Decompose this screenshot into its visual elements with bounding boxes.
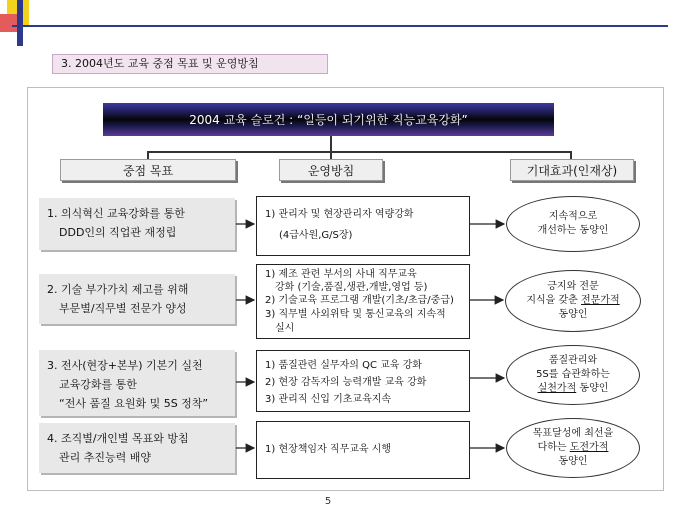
effect-text: 다하는 — [537, 442, 570, 453]
effect-emphasis: 실천가적 — [537, 383, 577, 394]
effect-text: 동양인 — [558, 309, 588, 320]
goal-line: 부문별/직무별 전문가 양성 — [59, 302, 187, 315]
goal-line: DDD인의 직업관 재정립 — [59, 226, 177, 239]
effect-emphasis: 도전가적 — [569, 442, 609, 453]
method-item: 2) 현장 감독자의 능력개발 교육 강화 — [265, 377, 427, 388]
method-item: 2) 기술교육 프로그램 개발(기초/초급/중급) — [265, 295, 454, 306]
goal-line: 4. 조직별/개인별 목표와 방침 — [47, 432, 189, 445]
method-item: (4급사원,G/S장) — [279, 230, 353, 241]
method-item: 1) 품질관련 실무자의 QC 교육 강화 — [265, 360, 422, 371]
method-item: 3) 관리직 신입 기초교육지속 — [265, 394, 392, 405]
effect-text: 동양인 — [558, 456, 588, 467]
goal-line: 1. 의식혁신 교육강화를 통한 — [47, 207, 185, 220]
method-item: 1) 관리자 및 현장관리자 역량강화 — [265, 209, 414, 220]
effect-text: 목표달성에 최선을 — [532, 428, 614, 439]
slogan-text: 2004 교육 슬로건 : “일등이 되기위한 직능교육강화” — [189, 113, 468, 127]
method-item: 1) 제조 관련 부서의 사내 직무교육 — [265, 269, 417, 280]
effect-text: 지식을 갖춘 — [526, 295, 582, 306]
effect-emphasis: 전문가적 — [581, 295, 620, 306]
method-item: 3) 직무별 사외위탁 및 통신교육의 지속적 — [265, 309, 446, 320]
method-item: 1) 현장책임자 직무교육 시행 — [265, 444, 392, 455]
effect-header-label: 기대효과(인재상) — [526, 163, 618, 178]
goal-line: 교육강화를 통한 — [59, 378, 137, 391]
goal-line: 2. 기술 부가가치 제고를 위해 — [47, 283, 189, 296]
effect-text: 지속적으로 — [548, 211, 598, 222]
effect-text: 개선하는 동양인 — [537, 225, 609, 236]
effect-text: 동양인 — [576, 383, 609, 394]
goal-line: “전사 품질 요원화 및 5S 정착” — [59, 397, 209, 410]
goal-line: 관리 추진능력 배양 — [59, 451, 152, 464]
effect-text: 긍지와 전문 — [547, 281, 599, 292]
method-header-label: 운영방침 — [307, 163, 355, 178]
method-item: 강화 (기술,품질,생관,개발,영업 등) — [275, 282, 428, 293]
effect-text: 품질관리와 — [548, 355, 598, 366]
page-number: 5 — [324, 496, 332, 507]
goal-header-label: 중점 목표 — [122, 163, 174, 178]
section-title: 3. 2004년도 교육 중점 목표 및 운영방침 — [52, 54, 328, 74]
goal-line: 3. 전사(현장+본부) 기본기 실천 — [47, 359, 203, 372]
effect-text: 5S를 습관화하는 — [536, 369, 610, 380]
method-item: 실시 — [275, 323, 295, 334]
